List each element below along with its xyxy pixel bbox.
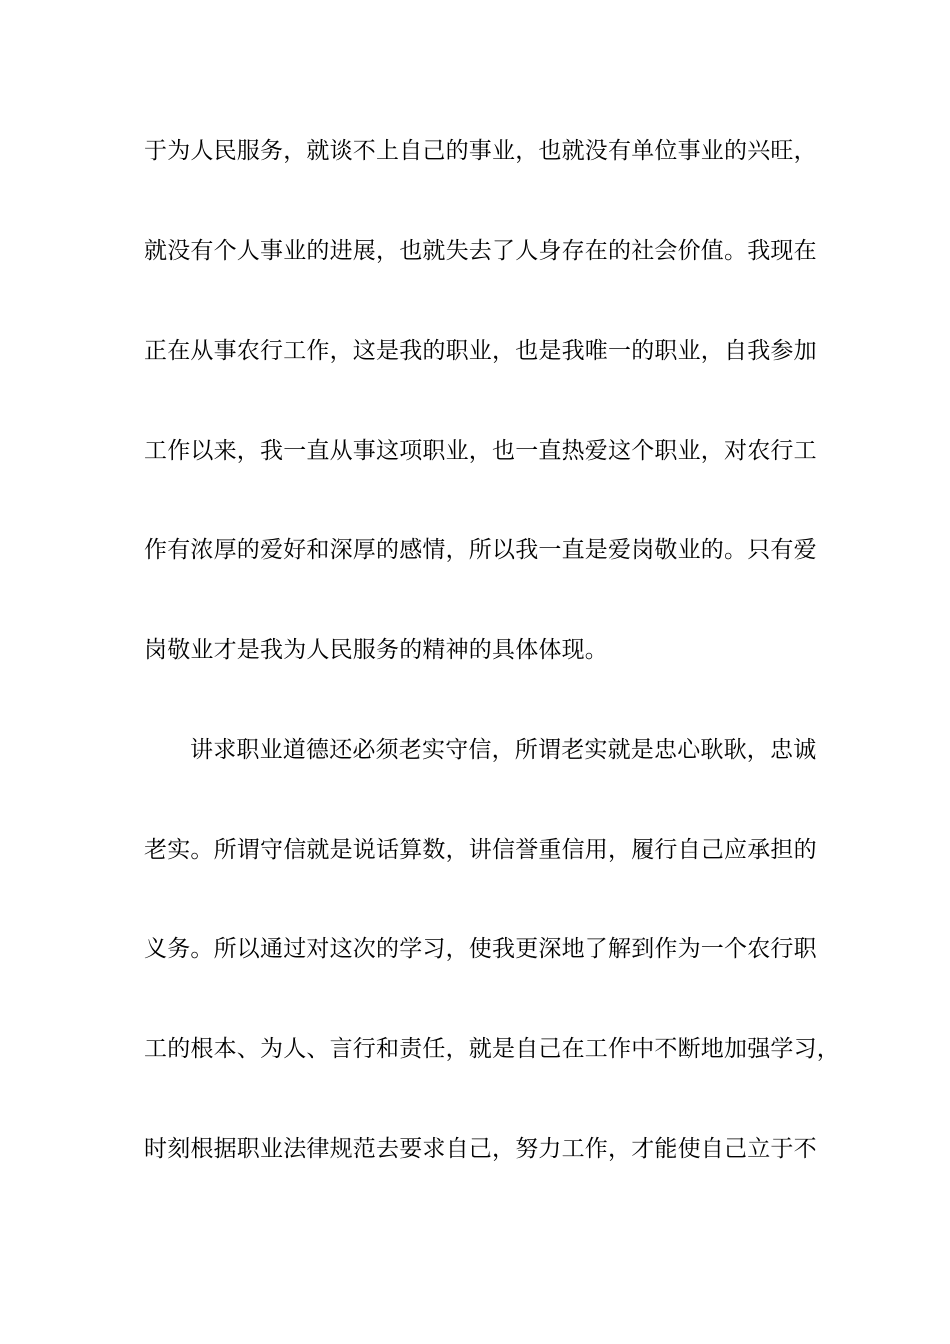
text-line-11: 时刻根据职业法律规范去要求自己，努力工作，才能使自己立于不 (144, 1136, 817, 1162)
text-line-2: 就没有个人事业的进展，也就失去了人身存在的社会价值。我现在 (144, 238, 817, 264)
text-line-4: 工作以来，我一直从事这项职业，也一直热爱这个职业，对农行工 (144, 438, 817, 464)
text-line-3: 正在从事农行工作，这是我的职业，也是我唯一的职业，自我参加 (144, 338, 817, 364)
text-line-6: 岗敬业才是我为人民服务的精神的具体体现。 (144, 637, 608, 663)
text-line-1: 于为人民服务，就谈不上自己的事业，也就没有单位事业的兴旺， (144, 138, 817, 164)
text-line-10: 工的根本、为人、言行和责任，就是自己在工作中不断地加强学习， (144, 1036, 840, 1062)
paragraph-2-line-1: 讲求职业道德还必须老实守信，所谓老实就是忠心耿耿，忠诚 (190, 737, 817, 763)
text-line-9: 义务。所以通过对这次的学习，使我更深地了解到作为一个农行职 (144, 936, 817, 962)
text-line-5: 作有浓厚的爱好和深厚的感情，所以我一直是爱岗敬业的。只有爱 (144, 537, 817, 563)
text-line-8: 老实。所谓守信就是说话算数，讲信誉重信用，履行自己应承担的 (144, 837, 817, 863)
